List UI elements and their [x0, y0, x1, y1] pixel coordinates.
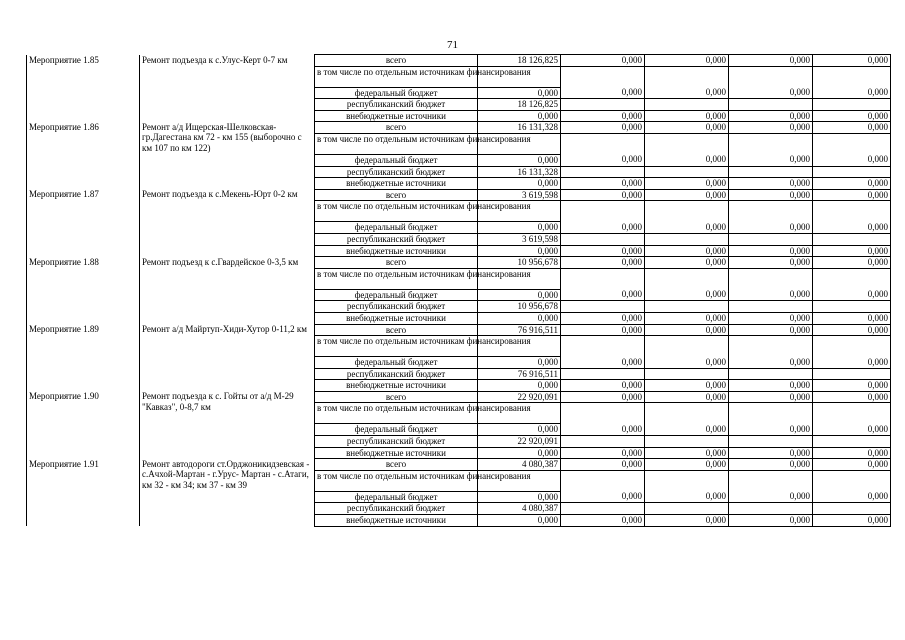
amount-cell: 0,000 [813, 447, 891, 459]
amount-cell [645, 166, 729, 178]
amount-cell [813, 436, 891, 448]
amount-cell: 0,000 [645, 245, 729, 257]
amount-cell [729, 301, 813, 313]
amount-cell: 0,000 [729, 257, 813, 269]
amount-cell: 0,000 [645, 424, 729, 436]
amount-cell [729, 201, 813, 222]
page-number: 71 [447, 39, 458, 51]
amount-cell [813, 336, 891, 357]
measure-code: Мероприятие 1.90 [27, 391, 140, 458]
amount-cell: 76 916,511 [478, 324, 561, 336]
amount-cell: 0,000 [561, 154, 645, 166]
amount-cell: 0,000 [813, 312, 891, 324]
amount-cell: 0,000 [729, 380, 813, 392]
amount-cell: 22 920,091 [478, 391, 561, 403]
amount-cell [729, 66, 813, 87]
amount-cell: 0,000 [478, 357, 561, 369]
funding-source-label: федеральный бюджет [315, 491, 478, 503]
amount-cell [729, 503, 813, 515]
amount-cell: 0,000 [478, 245, 561, 257]
amount-cell: 10 956,678 [478, 257, 561, 269]
amount-cell [561, 133, 645, 154]
amount-cell: 0,000 [561, 110, 645, 122]
amount-cell: 0,000 [561, 222, 645, 234]
funding-source-label: республиканский бюджет [315, 436, 478, 448]
amount-cell: 0,000 [561, 178, 645, 190]
amount-cell [813, 470, 891, 491]
funding-source-label: всего [315, 257, 478, 269]
amount-cell: 0,000 [645, 491, 729, 503]
funding-source-label: в том числе по отдельным источникам финансирования [315, 268, 478, 289]
funding-source-label: республиканский бюджет [315, 503, 478, 515]
amount-cell: 0,000 [478, 312, 561, 324]
amount-cell: 0,000 [478, 424, 561, 436]
funding-source-label: внебюджетные источники [315, 110, 478, 122]
amount-cell: 0,000 [729, 154, 813, 166]
funding-source-label: республиканский бюджет [315, 99, 478, 111]
amount-cell: 0,000 [645, 380, 729, 392]
funding-source-label: всего [315, 122, 478, 134]
amount-cell [561, 66, 645, 87]
amount-cell: 0,000 [645, 459, 729, 471]
amount-cell [813, 403, 891, 424]
table-row [27, 189, 891, 201]
amount-cell [729, 336, 813, 357]
amount-cell [645, 99, 729, 111]
amount-cell: 0,000 [561, 515, 645, 527]
amount-cell [813, 301, 891, 313]
amount-cell: 0,000 [729, 324, 813, 336]
amount-cell: 0,000 [561, 424, 645, 436]
amount-cell: 0,000 [729, 391, 813, 403]
amount-cell: 0,000 [478, 380, 561, 392]
amount-cell [645, 503, 729, 515]
amount-cell: 0,000 [729, 110, 813, 122]
funding-source-label: внебюджетные источники [315, 245, 478, 257]
amount-cell: 0,000 [645, 357, 729, 369]
amount-cell: 0,000 [561, 491, 645, 503]
amount-cell: 0,000 [729, 459, 813, 471]
funding-source-label: в том числе по отдельным источникам финансирования [315, 133, 478, 154]
amount-cell [645, 201, 729, 222]
amount-cell: 0,000 [813, 178, 891, 190]
amount-cell: 0,000 [813, 324, 891, 336]
amount-cell: 0,000 [478, 515, 561, 527]
amount-cell [729, 233, 813, 245]
amount-cell: 0,000 [561, 189, 645, 201]
amount-cell: 0,000 [478, 154, 561, 166]
amount-cell: 18 126,825 [478, 99, 561, 111]
amount-cell: 0,000 [813, 154, 891, 166]
amount-cell: 0,000 [813, 87, 891, 99]
measure-name: Ремонт подъезда к с.Мекень-Юрт 0-2 км [140, 189, 315, 256]
amount-cell [813, 133, 891, 154]
amount-cell: 22 920,091 [478, 436, 561, 448]
budget-table [26, 54, 891, 527]
amount-cell: 0,000 [561, 245, 645, 257]
funding-source-label: федеральный бюджет [315, 154, 478, 166]
amount-cell: 0,000 [813, 357, 891, 369]
amount-cell: 0,000 [645, 391, 729, 403]
amount-cell [645, 403, 729, 424]
amount-cell: 0,000 [729, 289, 813, 301]
amount-cell: 0,000 [478, 447, 561, 459]
amount-cell [729, 436, 813, 448]
table-row [27, 324, 891, 336]
amount-cell: 0,000 [645, 154, 729, 166]
amount-cell [813, 166, 891, 178]
measure-name: Ремонт подъезда к с.Улус-Керт 0-7 км [140, 55, 315, 122]
amount-cell: 0,000 [645, 289, 729, 301]
funding-source-label: всего [315, 324, 478, 336]
amount-cell: 18 126,825 [478, 55, 561, 67]
amount-cell [813, 201, 891, 222]
amount-cell: 0,000 [729, 424, 813, 436]
amount-cell [729, 166, 813, 178]
amount-cell: 0,000 [645, 178, 729, 190]
amount-cell [813, 99, 891, 111]
amount-cell [813, 268, 891, 289]
amount-cell: 0,000 [729, 447, 813, 459]
funding-source-label: внебюджетные источники [315, 447, 478, 459]
funding-source-label: всего [315, 189, 478, 201]
amount-cell [813, 503, 891, 515]
amount-cell: 0,000 [561, 257, 645, 269]
amount-cell [813, 368, 891, 380]
amount-cell: 0,000 [478, 87, 561, 99]
amount-cell: 0,000 [813, 515, 891, 527]
table-row [27, 459, 891, 471]
amount-cell: 0,000 [813, 424, 891, 436]
funding-source-label: всего [315, 391, 478, 403]
amount-cell: 0,000 [813, 122, 891, 134]
amount-cell: 16 131,328 [478, 122, 561, 134]
amount-cell: 0,000 [813, 380, 891, 392]
amount-cell: 0,000 [561, 324, 645, 336]
amount-cell: 0,000 [813, 55, 891, 67]
amount-cell: 0,000 [813, 491, 891, 503]
amount-cell: 0,000 [813, 245, 891, 257]
amount-cell [645, 66, 729, 87]
measure-name: Ремонт автодороги ст.Орджоникидзевская - с.Ачхой-Мартан - г.Урус- Мартан - с.Атаги, км 32 - км 34; км 37 - км 39 [140, 459, 315, 526]
amount-cell [645, 133, 729, 154]
amount-cell: 0,000 [645, 222, 729, 234]
measure-code: Мероприятие 1.89 [27, 324, 140, 391]
funding-source-label: федеральный бюджет [315, 87, 478, 99]
amount-cell: 0,000 [729, 87, 813, 99]
amount-cell [561, 503, 645, 515]
amount-cell: 0,000 [729, 222, 813, 234]
amount-cell: 0,000 [813, 189, 891, 201]
measure-name: Ремонт а/д Ищерская-Шелковская-гр.Дагестана км 72 - км 155 (выборочно с км 107 по км 122) [140, 122, 315, 189]
funding-source-label: в том числе по отдельным источникам финансирования [315, 201, 478, 222]
amount-cell: 0,000 [478, 178, 561, 190]
amount-cell [561, 166, 645, 178]
amount-cell: 0,000 [478, 110, 561, 122]
funding-source-label: внебюджетные источники [315, 380, 478, 392]
amount-cell [729, 99, 813, 111]
amount-cell [561, 403, 645, 424]
amount-cell: 0,000 [561, 122, 645, 134]
funding-source-label: республиканский бюджет [315, 166, 478, 178]
table-row [27, 55, 891, 67]
amount-cell: 3 619,598 [478, 233, 561, 245]
amount-cell: 0,000 [645, 122, 729, 134]
amount-cell [561, 470, 645, 491]
amount-cell: 0,000 [813, 222, 891, 234]
amount-cell [561, 368, 645, 380]
amount-cell: 0,000 [561, 380, 645, 392]
amount-cell [645, 436, 729, 448]
amount-cell: 0,000 [561, 55, 645, 67]
amount-cell: 76 916,511 [478, 368, 561, 380]
amount-cell: 0,000 [478, 222, 561, 234]
amount-cell: 0,000 [561, 87, 645, 99]
amount-cell [729, 470, 813, 491]
amount-cell: 16 131,328 [478, 166, 561, 178]
amount-cell [645, 233, 729, 245]
funding-source-label: республиканский бюджет [315, 368, 478, 380]
amount-cell [729, 268, 813, 289]
amount-cell: 0,000 [645, 189, 729, 201]
amount-cell: 0,000 [561, 391, 645, 403]
measure-code: Мероприятие 1.88 [27, 257, 140, 324]
amount-cell: 0,000 [813, 289, 891, 301]
funding-source-label: внебюджетные источники [315, 312, 478, 324]
amount-cell: 0,000 [645, 55, 729, 67]
funding-source-label: в том числе по отдельным источникам финансирования [315, 403, 478, 424]
amount-cell: 0,000 [813, 391, 891, 403]
amount-cell: 0,000 [561, 312, 645, 324]
measure-code: Мероприятие 1.87 [27, 189, 140, 256]
amount-cell [813, 233, 891, 245]
amount-cell [645, 336, 729, 357]
funding-source-label: в том числе по отдельным источникам финансирования [315, 470, 478, 491]
funding-source-label: федеральный бюджет [315, 357, 478, 369]
amount-cell [561, 301, 645, 313]
amount-cell: 3 619,598 [478, 189, 561, 201]
table-row [27, 391, 891, 403]
amount-cell: 0,000 [729, 189, 813, 201]
amount-cell: 0,000 [729, 515, 813, 527]
amount-cell [645, 268, 729, 289]
amount-cell [729, 403, 813, 424]
amount-cell: 4 080,387 [478, 459, 561, 471]
table-row [27, 122, 891, 134]
funding-source-label: республиканский бюджет [315, 233, 478, 245]
amount-cell: 0,000 [645, 312, 729, 324]
amount-cell: 0,000 [645, 515, 729, 527]
amount-cell: 0,000 [478, 491, 561, 503]
amount-cell: 0,000 [729, 491, 813, 503]
amount-cell: 0,000 [478, 289, 561, 301]
measure-code: Мероприятие 1.85 [27, 55, 140, 122]
amount-cell [561, 336, 645, 357]
funding-source-label: всего [315, 459, 478, 471]
amount-cell: 0,000 [729, 122, 813, 134]
amount-cell [645, 368, 729, 380]
measure-name: Ремонт подъезд к с.Гвардейское 0-3,5 км [140, 257, 315, 324]
amount-cell: 0,000 [729, 357, 813, 369]
amount-cell: 4 080,387 [478, 503, 561, 515]
funding-source-label: всего [315, 55, 478, 67]
amount-cell: 0,000 [561, 357, 645, 369]
measure-code: Мероприятие 1.91 [27, 459, 140, 526]
funding-source-label: внебюджетные источники [315, 515, 478, 527]
amount-cell [561, 436, 645, 448]
funding-source-label: в том числе по отдельным источникам финансирования [315, 336, 478, 357]
measure-name: Ремонт а/д Майртуп-Хиди-Хутор 0-11,2 км [140, 324, 315, 391]
funding-source-label: республиканский бюджет [315, 301, 478, 313]
amount-cell: 0,000 [729, 55, 813, 67]
amount-cell: 0,000 [645, 257, 729, 269]
amount-cell: 0,000 [561, 459, 645, 471]
amount-cell [561, 233, 645, 245]
amount-cell: 0,000 [645, 324, 729, 336]
amount-cell [645, 470, 729, 491]
amount-cell: 0,000 [729, 312, 813, 324]
amount-cell: 0,000 [645, 87, 729, 99]
amount-cell [645, 301, 729, 313]
amount-cell: 0,000 [813, 459, 891, 471]
amount-cell [561, 268, 645, 289]
amount-cell: 0,000 [729, 178, 813, 190]
funding-source-label: федеральный бюджет [315, 289, 478, 301]
funding-source-label: внебюджетные источники [315, 178, 478, 190]
amount-cell [561, 99, 645, 111]
table-row [27, 257, 891, 269]
amount-cell: 0,000 [813, 257, 891, 269]
measure-name: Ремонт подъезда к с. Гойты от а/д М-29 "Кавказ", 0-8,7 км [140, 391, 315, 458]
amount-cell: 0,000 [561, 447, 645, 459]
amount-cell [729, 368, 813, 380]
amount-cell: 0,000 [813, 110, 891, 122]
funding-source-label: федеральный бюджет [315, 424, 478, 436]
funding-source-label: в том числе по отдельным источникам финансирования [315, 66, 478, 87]
amount-cell: 10 956,678 [478, 301, 561, 313]
amount-cell [561, 201, 645, 222]
measure-code: Мероприятие 1.86 [27, 122, 140, 189]
amount-cell: 0,000 [729, 245, 813, 257]
amount-cell: 0,000 [561, 289, 645, 301]
amount-cell [813, 66, 891, 87]
amount-cell [729, 133, 813, 154]
amount-cell: 0,000 [645, 447, 729, 459]
funding-source-label: федеральный бюджет [315, 222, 478, 234]
amount-cell: 0,000 [645, 110, 729, 122]
